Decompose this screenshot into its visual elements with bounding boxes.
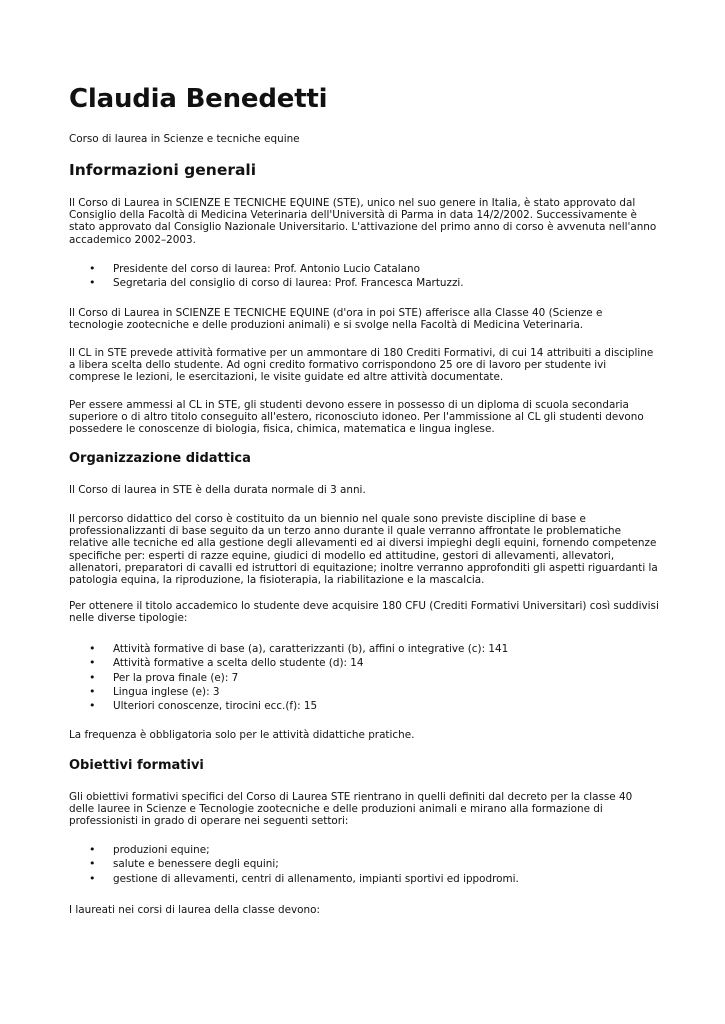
page-title: Claudia Benedetti [69, 84, 328, 114]
list-item: • salute e benessere degli equini; [69, 857, 519, 871]
paragraph: La frequenza è obbligatoria solo per le attività didattiche pratiche. [69, 729, 415, 741]
paragraph: Per essere ammessi al CL in STE, gli studenti devono essere in possesso di un diploma di scuola secondaria superiore o di altro titolo conseguito all'estero, riconosciuto idoneo. Per l'ammissione al CL gli studenti devono possedere le conoscenze di biologia, fisica, chimica, matematica e lingua inglese. [69, 399, 644, 436]
list-item: • Presidente del corso di laurea: Prof. Antonio Lucio Catalano [69, 262, 464, 276]
heading-obiettivi-formativi: Obiettivi formativi [69, 758, 204, 773]
list-item: • Per la prova finale (e): 7 [69, 671, 508, 685]
list-item: • Segretaria del consiglio di corso di laurea: Prof. Francesca Martuzzi. [69, 276, 464, 290]
paragraph: Il Corso di Laurea in SCIENZE E TECNICHE EQUINE (STE), unico nel suo genere in Italia, è stato approvato dal Consiglio della Facoltà di Medicina Veterinaria dell'Università di Parma in data 14/2/2002. Successivamente è stato approvato dal Consiglio Nazionale Universitario. L'attivazione del primo anno di corso è avvenuta nell'anno accademico 2002–2003. [69, 197, 657, 246]
list-item: • Attività formative a scelta dello studente (d): 14 [69, 656, 508, 670]
paragraph: Gli obiettivi formativi specifici del Corso di Laurea STE rientrano in quelli definiti dal decreto per la classe 40 delle lauree in Scienze e Tecnologie zootecniche e delle produzioni animali e mirano alla formazione di professionisti in grado di operare nei seguenti settori: [69, 791, 633, 828]
heading-organizzazione-didattica: Organizzazione didattica [69, 451, 251, 466]
page-subtitle: Corso di laurea in Scienze e tecniche equine [69, 133, 300, 145]
paragraph: Per ottenere il titolo accademico lo studente deve acquisire 180 CFU (Crediti Formativi Universitari) così suddivisi nelle diverse tipologie: [69, 600, 659, 625]
list-item: • gestione di allevamenti, centri di allenamento, impianti sportivi ed ippodromi. [69, 872, 519, 886]
list-item: • produzioni equine; [69, 843, 519, 857]
bullet-list [69, 262, 464, 291]
bullet-list [69, 843, 519, 886]
paragraph: Il Corso di laurea in STE è della durata normale di 3 anni. [69, 484, 366, 496]
list-item: • Lingua inglese (e): 3 [69, 685, 508, 699]
list-item: • Ulteriori conoscenze, tirocini ecc.(f): 15 [69, 699, 508, 713]
paragraph: Il Corso di Laurea in SCIENZE E TECNICHE EQUINE (d'ora in poi STE) afferisce alla Classe 40 (Scienze e tecnologie zootecniche e delle produzioni animali) e si svolge nella Facoltà di Medicina Veterinaria. [69, 307, 603, 332]
bullet-list [69, 642, 508, 713]
heading-informazioni-generali: Informazioni generali [69, 161, 257, 179]
paragraph: Il CL in STE prevede attività formative per un ammontare di 180 Crediti Formativi, di cui 14 attribuiti a discipline a libera scelta dello studente. Ad ogni credito formativo corrispondono 25 ore di lavoro per studente ivi comprese le lezioni, le esercitazioni, le visite guidate ed altre attività documentate. [69, 347, 654, 384]
paragraph: I laureati nei corsi di laurea della classe devono: [69, 904, 320, 916]
list-item: • Attività formative di base (a), caratterizzanti (b), affini o integrative (c): 141 [69, 642, 508, 656]
paragraph: Il percorso didattico del corso è costituito da un biennio nel quale sono previste discipline di base e professionalizzanti di base seguito da un terzo anno durante il quale verranno affrontate le problematiche relative alle tecniche ed alla gestione degli allevamenti ed ai diversi impieghi degli equini, fornendo competenze specifiche per: esperti di razze equine, giudici di modello ed attitudine, gestori di allevamenti, allevatori, allenatori, preparatori di cavalli ed istruttori di equitazione; inoltre verranno approfonditi gli aspetti riguardanti la patologia equina, la riproduzione, la fisioterapia, la riabilitazione e la mascalcia. [69, 513, 658, 587]
